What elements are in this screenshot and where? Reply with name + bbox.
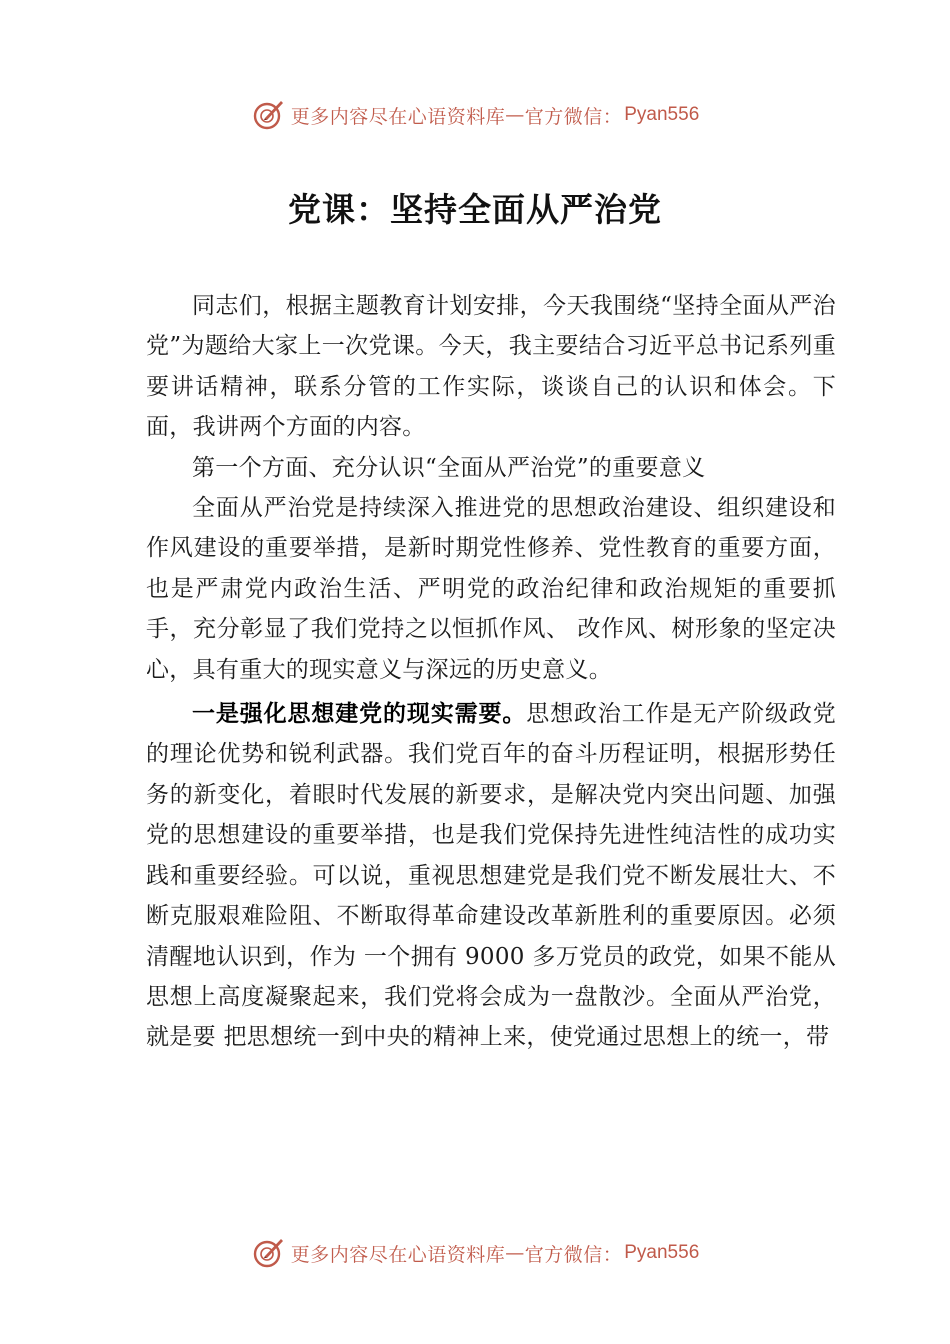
watermark-account: Pyan556 [624,104,700,125]
watermark-channel-label: 官方微信： [524,105,623,128]
document-body [146,286,836,1058]
document-title: 党课：坚持全面从严治党 [288,190,662,229]
pen-stamp-logo-icon [251,1236,285,1270]
section-heading: 第一个方面、充分认识“全面从严治党”的重要意义 [192,454,706,481]
intro-paragraph: 同志们，根据主题教育计划安排，今天我围绕“坚持全面从严治党”为题给大家上一次党课。今天，我主要结合习近平总书记系列重要讲话精神，联系分管的工作实际，谈谈自己的认识和体会。下面，我讲两个方面的内容。 [146,293,836,441]
watermark-brand-text: 更多内容尽在心语资料库 [290,105,506,128]
watermark-account: Pyan556 [624,1242,700,1263]
header-watermark [0,95,950,135]
pen-stamp-logo-icon [251,98,285,132]
point-one-body: 思想政治工作是无产阶级政党的理论优势和锐利武器。我们党百年的奋斗历程证明，根据形势任务的新变化，着眼时代发展的新要求，是解决党内突出问题、加强党的思想建设的重要举措，也是我们党保持先进性纯洁性的成功实践和重要经验。可以说，重视思想建党是我们党不断发展壮大、不断克服艰难险阻、不断取得革命建设改革新胜利的重要原因。必须清醒地认识到，作为 一个拥有 9000 多万党员的政党，如果不能从思想上高度凝聚起来，我们党将会成为一盘散沙。全面从严治党，就是要 把思想统一到中央的精神上来，使党通过思想上的统一，带 [146,701,836,1051]
footer-watermark [0,1233,950,1273]
significance-paragraph: 全面从严治党是持续深入推进党的思想政治建设、组织建设和作风建设的重要举措，是新时期党性修养、党性教育的重要方面，也是严肃党内政治生活、严明党的政治纪律和政治规矩的重要抓手，充分彰显了我们党持之以恒抓作风、 改作风、树形象的坚定决心，具有重大的现实意义与深远的历史意义。 [146,495,836,683]
watermark-channel-label: 官方微信： [524,1243,623,1266]
watermark-brand-text: 更多内容尽在心语资料库 [290,1243,506,1266]
watermark-separator: — [505,1242,525,1264]
point-one-paragraph [146,694,836,1058]
point-one-lead: 一是强化思想建党的现实需要。 [192,701,527,728]
watermark-separator: — [505,104,525,126]
